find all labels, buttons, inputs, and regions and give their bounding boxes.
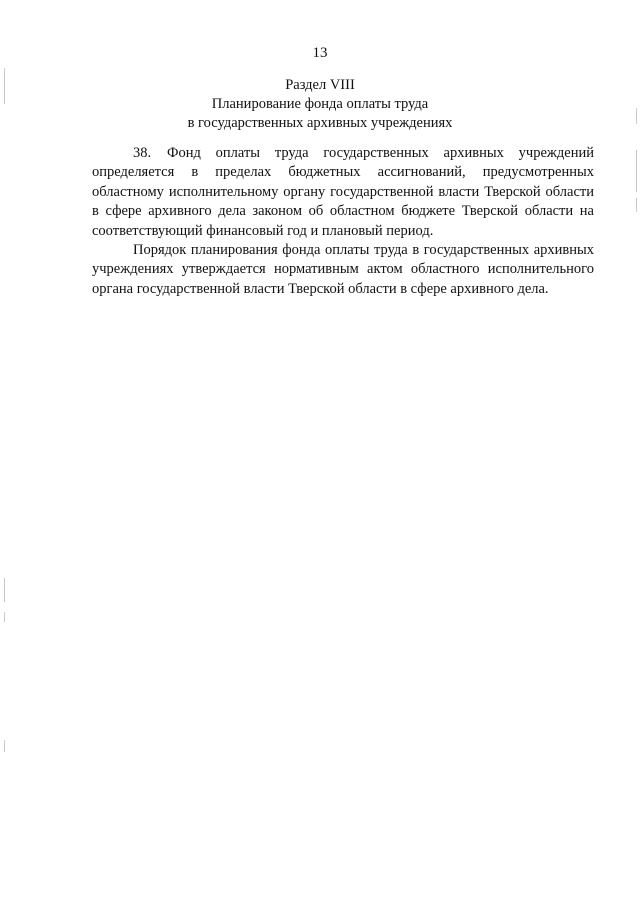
document-body <box>92 144 594 299</box>
paragraph-text: Порядок планирования фонда оплаты труда в государственных архивных учреждениях утверждается нормативным актом областного исполнительного органа государственной власти Тверской области в сфере архивного дела. <box>92 242 594 297</box>
paragraph-number: 38. <box>133 145 152 161</box>
section-title-line-2: в государственных архивных учреждениях <box>187 115 453 131</box>
scan-edge-mark <box>4 612 5 622</box>
scan-edge-mark <box>636 150 637 192</box>
section-label: Раздел VIII <box>285 77 355 93</box>
scan-edge-mark <box>4 578 5 602</box>
paragraph-38 <box>92 144 594 241</box>
scan-edge-mark <box>636 108 637 124</box>
paragraph-planning-order <box>92 241 594 299</box>
scan-edge-mark <box>4 740 5 752</box>
section-title-line-1: Планирование фонда оплаты труда <box>211 96 429 112</box>
page-number: 13 <box>312 45 328 61</box>
scan-edge-mark <box>4 68 5 104</box>
paragraph-text: Фонд оплаты труда государственных архивных учреждений определяется в пределах бюджетных ассигнований, предусмотренных областному исполнительному органу государственной власти Тверской области в сфере архивного дела законом об областном бюджете Тверской области на соответствующий финансовый год и плановый период. <box>92 145 594 239</box>
section-heading <box>0 76 640 133</box>
scan-edge-mark <box>636 198 637 212</box>
